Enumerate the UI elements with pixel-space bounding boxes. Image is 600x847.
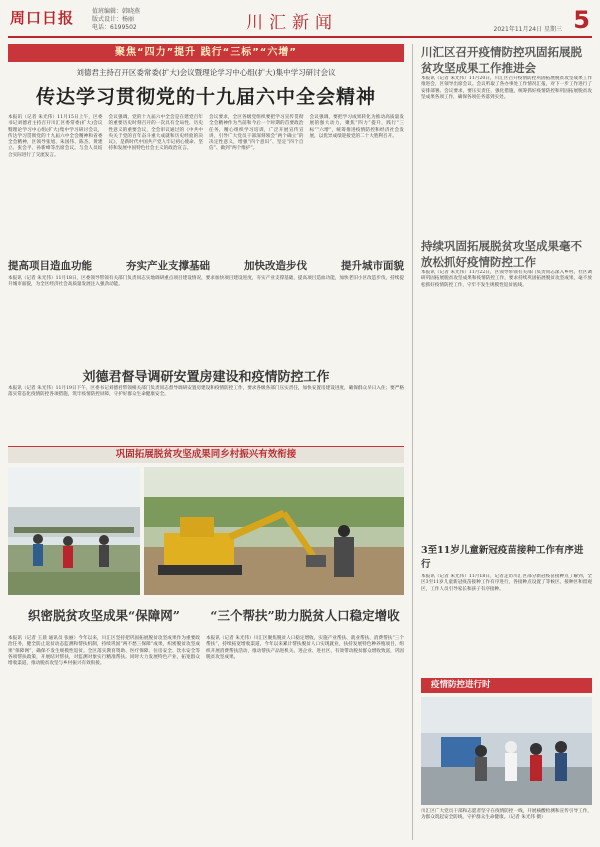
subhead[interactable]: 提升城市面貌 xyxy=(341,260,404,272)
three-assistance-article xyxy=(206,606,404,842)
article-body xyxy=(206,636,404,846)
four-headlines-body xyxy=(8,276,404,354)
four-headlines xyxy=(8,258,404,273)
meta-line: 电话：6199502 xyxy=(92,24,137,31)
lead-article xyxy=(8,44,404,246)
editor-info xyxy=(92,8,140,32)
epidemic-section-bar: 疫情防控进行时 xyxy=(421,678,592,693)
farm-photo[interactable] xyxy=(8,467,140,595)
subhead[interactable]: 提高项目造血功能 xyxy=(8,260,92,272)
issue-date: 2021年11月24日 星期三 xyxy=(493,26,562,33)
section-title: 川汇新闻 xyxy=(246,13,338,33)
lead-paragraph: 本报讯（记者 朱光伟）11月15日上午，区委书记刘德君主持召开川汇区委常委(扩大)会议暨理论学习中心组(扩大)集中学习研讨会议，传达学习贯彻党的十九届六中全会精神和省委全会精神，区领导张旭、朱国伟、陈杰、黄建立、张会平、孙新峰等出席会议。与会人员结合实际进行了交流发言。 xyxy=(8,115,103,158)
article-body xyxy=(421,76,592,232)
feature-banner: 巩固拓展脱贫攻坚成果同乡村振兴有效衔接 xyxy=(8,447,404,463)
article-headline[interactable]: 持续巩固拓展脱贫攻坚成果毫不放松抓好疫情防控工作 xyxy=(421,239,582,269)
lead-headline[interactable]: 传达学习贯彻党的十九届六中全会精神 xyxy=(35,86,376,108)
photo-feature xyxy=(8,446,404,596)
article-text: 本报讯（记者 朱光伟）11月19日下午，区委书记刘德君带领相关部门负责同志督导调研安置房建设和疫情防控工作，要求各级各部门压实责任，加快安置房建设进度，确保群众早日入住；要严格落实常态化疫情防控各项措施，筑牢疫情防控屏障，守护好群众生命健康安全。 xyxy=(8,386,404,398)
farm-photo-art xyxy=(8,467,140,595)
lead-banner: 聚焦“四力”提升 践行“三标”“六增” xyxy=(8,44,404,62)
article-text: 本报讯（记者 朱光伟）11月20日，川汇区召开疫情防控巩固拓展脱贫攻坚成果工作推进会，区领导出席会议。会议听取了各办事处工作情况汇报，对下一步工作进行了安排部署。会议要求，要压实责任，强化措施，统筹抓好疫情防控和巩固拓展脱贫攻坚成果各项工作，确保各项任务落到实处。 xyxy=(421,76,592,100)
subhead[interactable]: 加快改造步伐 xyxy=(244,260,307,272)
article-text: 本报讯（记者 朱光伟）11月22日，区领导带领有关部门负责同志深入乡村、社区调研巩固拓展脱贫攻坚成果和疫情防控工作，要求持续巩固拓展脱贫攻坚成果，毫不放松抓好疫情防控工作，守牢不发生规模性返贫底线。 xyxy=(421,270,592,288)
article-text: 本报讯（记者 王晨 通讯员 张丽）今年以来，川汇区坚持把巩固拓展脱贫攻坚成果作为重要政治任务，健全防止返贫动态监测和帮扶机制，持续巩固“两不愁三保障”成果，织密脱贫攻坚成果“保障网”，确保不发生规模性返贫。全区落实教育资助、医疗保障、住房安全、饮水安全等各项帮扶政策，开展结对帮扶，对监测对象实行精准帮扶。同时大力发展特色产业，拓宽群众增收渠道，推动脱贫攻坚与乡村振兴有效衔接。 xyxy=(8,636,200,667)
article-headline[interactable]: 川汇区召开疫情防控巩固拓展脱贫攻坚成果工作推进会 xyxy=(421,45,582,75)
article-body xyxy=(8,636,200,846)
article-text: 本报讯（记者 朱光伟）11月18日，记者走访川汇区部分新冠疫苗接种点了解到，全区3至11岁儿童新冠疫苗接种工作有序进行，各接种点设置了等候区、接种区和留观区，工作人员引导家长和孩子有序接种。 xyxy=(421,574,592,592)
security-net-article xyxy=(8,606,200,842)
article-text: 本报讯（记者 朱光伟）11月18日，区委领导带领有关部门负责同志实地调研重点项目建设情况，要求加快项目建设进度，夯实产业支撑基础，提高项目造血功能，加快老旧小区改造步伐，持续提升城市面貌，为全区经济社会高质量发展注入强劲动能。 xyxy=(8,276,404,288)
excavator-photo-art xyxy=(144,467,404,595)
photo-caption: 川汇区广大党员干部和志愿者坚守在疫情防控一线，开展核酸检测和宣传引导工作，为群众筑起安全防线，守护群众生命健康。（记者 朱光伟 摄） xyxy=(421,809,592,821)
masthead xyxy=(8,4,592,38)
article-headline[interactable]: 3至11岁儿童新冠疫苗接种工作有序进行 xyxy=(421,545,584,570)
subhead[interactable]: 夯实产业支撑基础 xyxy=(126,260,210,272)
lead-paragraph: 会议强调，党的十九届六中全会是在建党百年的重要历史时刻召开的一次具有全局性、历史性意义的重要会议，全会审议通过的《中共中央关于党的百年奋斗重大成就和历史经验的决议》，是新时代中国共产党人牢记初心使命、坚持和发展中国特色社会主义的政治宣言。 xyxy=(108,115,203,152)
lead-kicker: 刘德君主持召开区委常委(扩大)会议暨理论学习中心组(扩大)集中学习研讨会议 xyxy=(76,68,336,77)
epidemic-photo-art xyxy=(421,697,592,805)
excavator-photo[interactable] xyxy=(144,467,404,595)
article-text: 本报讯（记者 朱光伟）川汇区聚焦脱贫人口稳定增收，实施产业帮扶、就业帮扶、消费帮扶“三个帮扶”，持续拓宽增收渠道，今年以来累计帮扶脱贫人口实现就业，扶持发展特色种养殖项目，组织开展消费帮扶活动，推动帮扶产品进机关、进企业、进社区，有效带动脱贫群众增收致富，巩固脱贫攻坚成果。 xyxy=(206,636,404,660)
second-article-body xyxy=(8,386,404,438)
lead-paragraph: 会议强调，要把学习成果转化为推动高质量发展的强大动力，聚焦“四力”提升，践行“三标”“六增”，统筹推进疫情防控和经济社会发展，以优异成绩迎接党的二十大胜利召开。 xyxy=(309,115,404,139)
paper-logo: 周口日报 xyxy=(10,9,75,27)
lead-paragraph: 会议要求，全区各级党组织要把学习宣传贯彻全会精神作为当前和今后一个时期的首要政治任务，精心组织学习培训，广泛开展宣传宣讲，引导广大党员干部深刻领会“两个确立”的决定性意义，增强“四个意识”、坚定“四个自信”、做到“两个维护”。 xyxy=(209,115,304,152)
article-headline[interactable]: 织密脱贫攻坚成果“保障网” xyxy=(28,608,180,623)
meta-line: 版式设计：杨丽 xyxy=(92,16,135,23)
meta-line: 值班编辑：韩晓燕 xyxy=(92,8,141,15)
lead-body xyxy=(8,115,404,159)
epidemic-photo[interactable] xyxy=(421,697,592,805)
second-headline[interactable]: 刘德君督导调研安置房建设和疫情防控工作 xyxy=(82,370,330,385)
article-body xyxy=(421,574,592,670)
article-body xyxy=(421,270,592,536)
article-headline[interactable]: “三个帮扶”助力脱贫人口稳定增收 xyxy=(210,608,400,623)
right-column xyxy=(412,44,592,840)
page-number: 5 xyxy=(573,6,590,34)
